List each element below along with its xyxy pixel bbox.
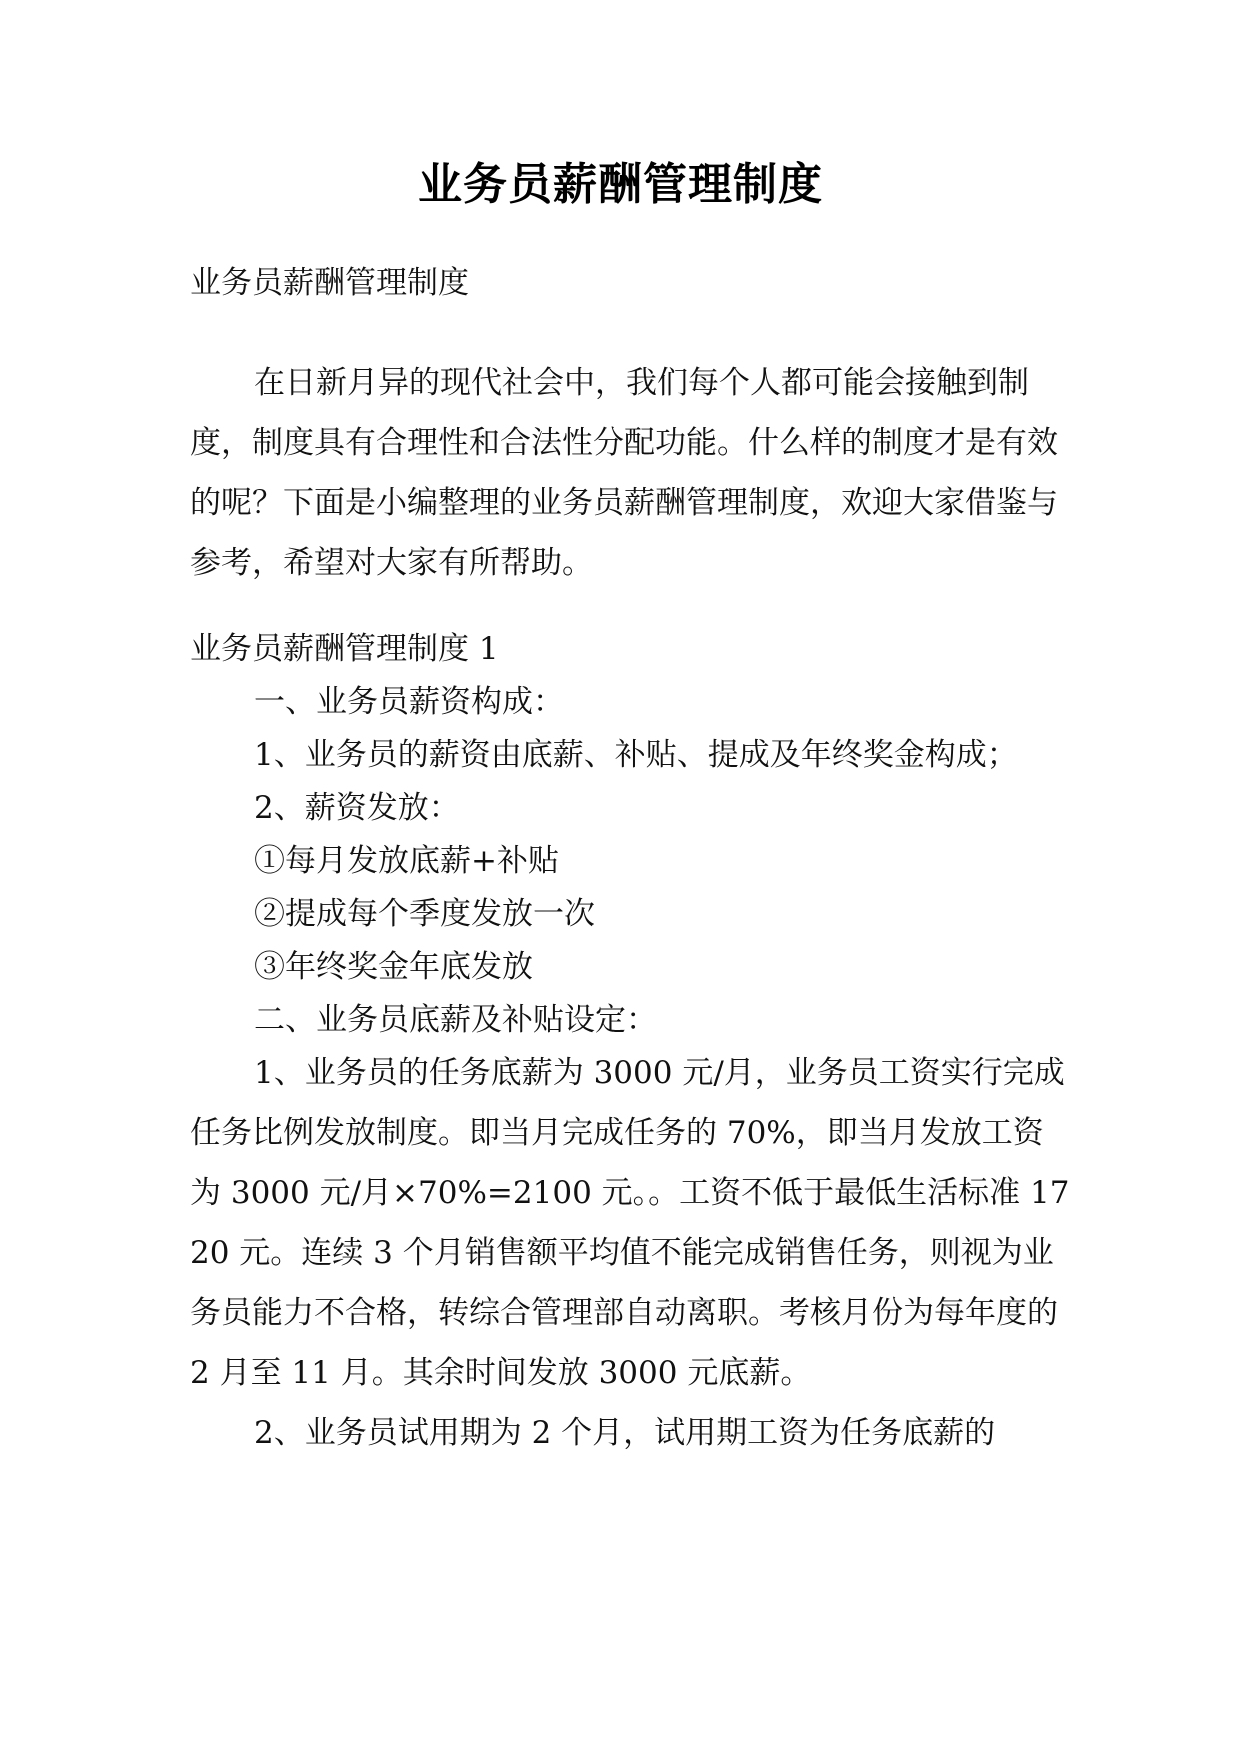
section-title: 业务员薪酬管理制度 1 — [190, 631, 499, 667]
document-title: 业务员薪酬管理制度 — [418, 159, 823, 210]
salary-paragraph: 1、业务员的任务底薪为 3000 元/月，业务员工资实行完成任务比例发放制度。即当月完成任务的 70%，即当月发放工资为 3000 元/月×70%=2100 元。。工资不低于最低生活标准 1720 元。连续 3 个月销售额平均值不能完成销售任务，则视为业务员能力不合格，转综合管理部自动离职。考核月份为每年度的 2 月至 11 月。其余时间发放 3000 元底薪。 — [190, 1055, 1070, 1391]
list-item: 一、业务员薪资构成： — [254, 684, 564, 720]
list-item: ①每月发放底薪+补贴 — [254, 843, 559, 879]
intro-paragraph: 在日新月异的现代社会中，我们每个人都可能会接触到制度，制度具有合理性和合法性分配功能。什么样的制度才是有效的呢？下面是小编整理的业务员薪酬管理制度，欢迎大家借鉴与参考，希望对大家有所帮助。 — [190, 365, 1058, 581]
list-item: ②提成每个季度发放一次 — [254, 896, 595, 932]
list-item: 1、业务员的薪资由底薪、补贴、提成及年终奖金构成； — [254, 737, 1018, 773]
list-item: 2、薪资发放： — [254, 790, 460, 826]
probation-paragraph: 2、业务员试用期为 2 个月，试用期工资为任务底薪的 — [254, 1415, 996, 1451]
list-item: ③年终奖金年底发放 — [254, 949, 533, 985]
list-item: 二、业务员底薪及补贴设定： — [254, 1002, 657, 1038]
document-subtitle: 业务员薪酬管理制度 — [190, 265, 469, 301]
